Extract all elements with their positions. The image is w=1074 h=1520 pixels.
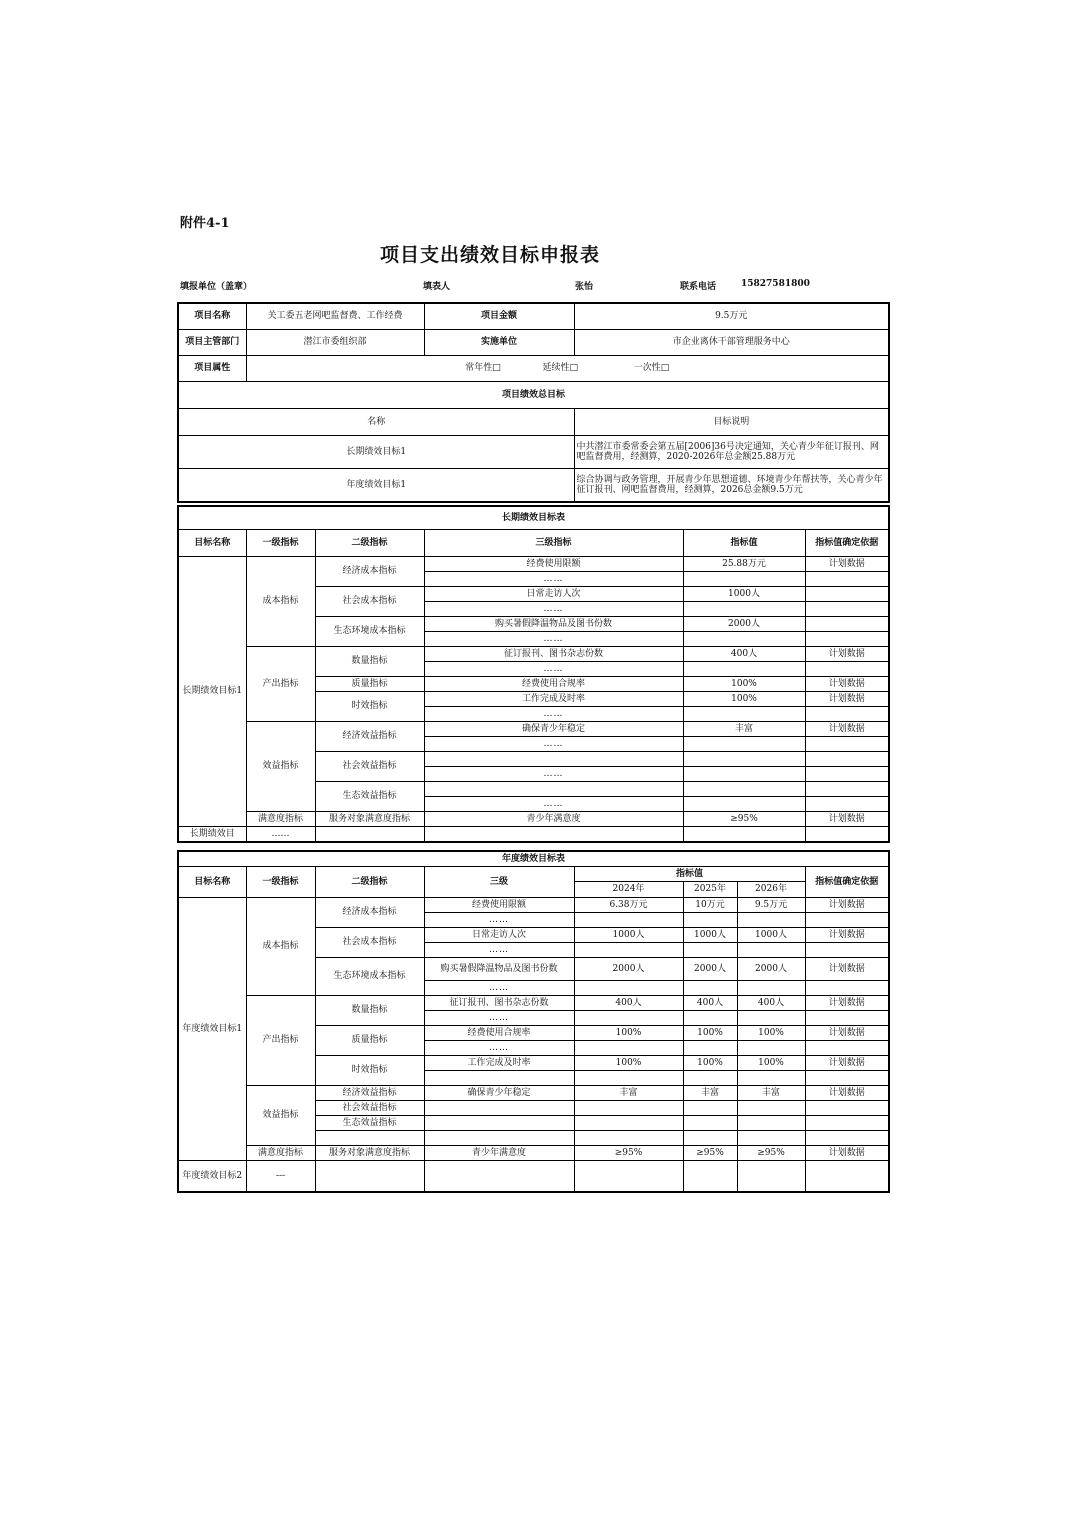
long-r4-indicator: 征订报刊、图书杂志份数: [424, 647, 683, 662]
annual-r7-basis: 计划数据: [805, 1086, 889, 1101]
annual-cost: 成本指标: [246, 898, 315, 996]
annual-r3-v2025: 2000人: [683, 958, 737, 981]
long-r7-indicator: 确保青少年稳定: [424, 722, 683, 737]
long-dots: ……: [424, 632, 683, 647]
annual-eco-benefit: 生态效益指标: [315, 1116, 424, 1131]
long-r8-value: ≥95%: [683, 812, 805, 827]
annual-r3-v2026: 2000人: [737, 958, 805, 981]
annual-h-l1: 一级指标: [246, 867, 315, 898]
long-r6-indicator: 工作完成及时率: [424, 692, 683, 707]
annual-r5-v2025: 100%: [683, 1026, 737, 1041]
annual-h-l2: 二级指标: [315, 867, 424, 898]
attr-label: 项目属性: [178, 356, 246, 382]
long-dots: ……: [424, 602, 683, 617]
long-goal2-l1: ……: [246, 827, 315, 843]
annual-goal-label: 年度绩效目标1: [178, 469, 574, 503]
long-r6-value: 100%: [683, 692, 805, 707]
phone-label: 联系电话: [680, 282, 717, 292]
annual-r8-indicator: 青少年满意度: [424, 1146, 574, 1161]
unit-label: 填报单位（盖章）: [180, 282, 253, 292]
attr-option-onetime: 一次性□: [633, 363, 670, 374]
annual-r8-v2025: ≥95%: [683, 1146, 737, 1161]
annual-goal1: 年度绩效目标1: [178, 898, 246, 1161]
goals-section-title: 项目绩效总目标: [178, 382, 889, 409]
long-output: 产出指标: [246, 647, 315, 722]
annual-r5-indicator: 经费使用合规率: [424, 1026, 574, 1041]
annual-goal2: 年度绩效目标2: [178, 1161, 246, 1193]
annual-r4-indicator: 征订报刊、图书杂志份数: [424, 996, 574, 1011]
project-name-value: 关工委五老网吧监督费、工作经费: [246, 303, 424, 330]
long-dots: ……: [424, 797, 683, 812]
annual-r7-v2025: 丰富: [683, 1086, 737, 1101]
long-goal2: 长期绩效目: [178, 827, 246, 843]
annual-r8-v2026: ≥95%: [737, 1146, 805, 1161]
annual-section-title: 年度绩效目标表: [178, 851, 889, 867]
long-goal-desc: 中共潜江市委常委会第五届[2006]36号决定通知，关心青少年征订报刊、网吧监督费用，经测算，2020-2026年总金额25.88万元: [574, 436, 889, 469]
impl-value: 市企业离休干部管理服务中心: [574, 330, 889, 356]
annual-r1-v2025: 10万元: [683, 898, 737, 913]
long-r8-indicator: 青少年满意度: [424, 812, 683, 827]
annual-timeliness: 时效指标: [315, 1056, 424, 1086]
long-econ-cost: 经济成本指标: [315, 557, 424, 587]
long-dots: ……: [424, 737, 683, 752]
annual-r1-v2026: 9.5万元: [737, 898, 805, 913]
annual-quantity: 数量指标: [315, 996, 424, 1026]
long-h-l3: 三级指标: [424, 530, 683, 557]
annual-r6-v2024: 100%: [574, 1056, 683, 1071]
long-eco-benefit: 生态效益指标: [315, 782, 424, 812]
annual-r3-indicator: 购买暑假降温物品及图书份数: [424, 958, 574, 981]
annual-econ-cost: 经济成本指标: [315, 898, 424, 928]
annual-social-benefit: 社会效益指标: [315, 1101, 424, 1116]
annual-r6-v2025: 100%: [683, 1056, 737, 1071]
project-amount-value: 9.5万元: [574, 303, 889, 330]
annual-r6-v2026: 100%: [737, 1056, 805, 1071]
annual-goal-desc: 综合协调与政务管理，开展青少年思想道德、环境青少年帮扶等，关心青少年征订报刊、网吧监督费用，经测算，2026总金额9.5万元: [574, 469, 889, 503]
annual-satisfaction: 满意度指标: [246, 1146, 315, 1161]
annual-r4-basis: 计划数据: [805, 996, 889, 1011]
annual-r7-v2024: 丰富: [574, 1086, 683, 1101]
long-r3-value: 2000人: [683, 617, 805, 632]
annual-dots: ……: [424, 943, 574, 958]
long-term-goals-table: [177, 505, 890, 843]
annual-r6-indicator: 工作完成及时率: [424, 1056, 574, 1071]
annual-dots: ……: [424, 913, 574, 928]
long-h-basis: 指标值确定依据: [805, 530, 889, 557]
phone-number: 15827581800: [741, 279, 810, 289]
annual-dots: ……: [424, 981, 574, 996]
annual-r5-v2024: 100%: [574, 1026, 683, 1041]
annual-r3-v2024: 2000人: [574, 958, 683, 981]
annual-h-basis: 指标值确定依据: [805, 867, 889, 898]
annual-h-goal: 目标名称: [178, 867, 246, 898]
attr-option-continuing: 延续性□: [542, 363, 578, 374]
annual-dots: ……: [424, 1011, 574, 1026]
long-r1-indicator: 经费使用限额: [424, 557, 683, 572]
annual-r1-basis: 计划数据: [805, 898, 889, 913]
long-r2-value: 1000人: [683, 587, 805, 602]
long-service-sat: 服务对象满意度指标: [315, 812, 424, 827]
long-h-l2: 二级指标: [315, 530, 424, 557]
long-h-l1: 一级指标: [246, 530, 315, 557]
long-r1-value: 25.88万元: [683, 557, 805, 572]
annual-goal2-l1: ---: [246, 1161, 315, 1193]
annual-r1-v2024: 6.38万元: [574, 898, 683, 913]
long-quality: 质量指标: [315, 677, 424, 692]
annual-social-cost: 社会成本指标: [315, 928, 424, 958]
long-r4-value: 400人: [683, 647, 805, 662]
long-h-goal: 目标名称: [178, 530, 246, 557]
annual-r6-basis: 计划数据: [805, 1056, 889, 1071]
annual-r2-basis: 计划数据: [805, 928, 889, 943]
long-r1-basis: 计划数据: [805, 557, 889, 572]
long-timeliness: 时效指标: [315, 692, 424, 722]
impl-label: 实施单位: [424, 330, 574, 356]
annual-dots: ……: [424, 1041, 574, 1056]
long-goal-label: 长期绩效目标1: [178, 436, 574, 469]
long-r6-basis: 计划数据: [805, 692, 889, 707]
long-dots: ……: [424, 572, 683, 587]
form-title: 项目支出绩效目标申报表: [379, 244, 600, 266]
annual-benefit: 效益指标: [246, 1086, 315, 1146]
annual-goals-table: [177, 850, 890, 1193]
long-benefit: 效益指标: [246, 722, 315, 812]
long-r4-basis: 计划数据: [805, 647, 889, 662]
long-r3-indicator: 购买暑假降温物品及图书份数: [424, 617, 683, 632]
long-h-value: 指标值: [683, 530, 805, 557]
annual-r8-v2024: ≥95%: [574, 1146, 683, 1161]
annual-year-2025: 2025年: [683, 882, 737, 898]
annual-r2-v2026: 1000人: [737, 928, 805, 943]
basic-info-table: [177, 302, 890, 503]
project-amount-label: 项目金额: [424, 303, 574, 330]
annual-r4-v2025: 400人: [683, 996, 737, 1011]
annual-r2-v2024: 1000人: [574, 928, 683, 943]
long-satisfaction: 满意度指标: [246, 812, 315, 827]
annual-r2-indicator: 日常走访人次: [424, 928, 574, 943]
long-social-benefit: 社会效益指标: [315, 752, 424, 782]
annual-service-sat: 服务对象满意度指标: [315, 1146, 424, 1161]
goals-col-desc: 目标说明: [574, 409, 889, 436]
annual-r4-v2026: 400人: [737, 996, 805, 1011]
annual-r5-basis: 计划数据: [805, 1026, 889, 1041]
annual-eco-cost: 生态环境成本指标: [315, 958, 424, 996]
attr-option-annual: 常年性□: [465, 363, 501, 374]
long-goal1: 长期绩效目标1: [178, 557, 246, 827]
filler-label: 填表人: [423, 282, 451, 292]
annual-h-value: 指标值: [574, 867, 805, 882]
goals-col-name: 名称: [178, 409, 574, 436]
dept-value: 潜江市委组织部: [246, 330, 424, 356]
dept-label: 项目主管部门: [178, 330, 246, 356]
annual-r4-v2024: 400人: [574, 996, 683, 1011]
annual-year-2024: 2024年: [574, 882, 683, 898]
annual-r8-basis: 计划数据: [805, 1146, 889, 1161]
long-r2-indicator: 日常走访人次: [424, 587, 683, 602]
annual-h-l3: 三级: [424, 867, 574, 898]
attachment-label: 附件4-1: [180, 216, 230, 231]
long-social-cost: 社会成本指标: [315, 587, 424, 617]
long-dots: ……: [424, 767, 683, 782]
long-section-title: 长期绩效目标表: [178, 506, 889, 530]
long-r7-value: 丰富: [683, 722, 805, 737]
long-quantity: 数量指标: [315, 647, 424, 677]
long-r7-basis: 计划数据: [805, 722, 889, 737]
long-r5-basis: 计划数据: [805, 677, 889, 692]
annual-r7-indicator: 确保青少年稳定: [424, 1086, 574, 1101]
long-r5-indicator: 经费使用合规率: [424, 677, 683, 692]
attr-options: [246, 356, 889, 382]
annual-r7-v2026: 丰富: [737, 1086, 805, 1101]
annual-r5-v2026: 100%: [737, 1026, 805, 1041]
project-name-label: 项目名称: [178, 303, 246, 330]
long-r5-value: 100%: [683, 677, 805, 692]
annual-r2-v2025: 1000人: [683, 928, 737, 943]
annual-r3-basis: 计划数据: [805, 958, 889, 981]
long-r8-basis: 计划数据: [805, 812, 889, 827]
long-econ-benefit: 经济效益指标: [315, 722, 424, 752]
long-dots: ……: [424, 662, 683, 677]
annual-econ-benefit: 经济效益指标: [315, 1086, 424, 1101]
annual-quality: 质量指标: [315, 1026, 424, 1056]
long-eco-cost: 生态环境成本指标: [315, 617, 424, 647]
annual-year-2026: 2026年: [737, 882, 805, 898]
filler-name: 张怡: [575, 282, 594, 292]
long-dots: ……: [424, 707, 683, 722]
annual-r1-indicator: 经费使用限额: [424, 898, 574, 913]
long-cost: 成本指标: [246, 557, 315, 647]
annual-output: 产出指标: [246, 996, 315, 1086]
